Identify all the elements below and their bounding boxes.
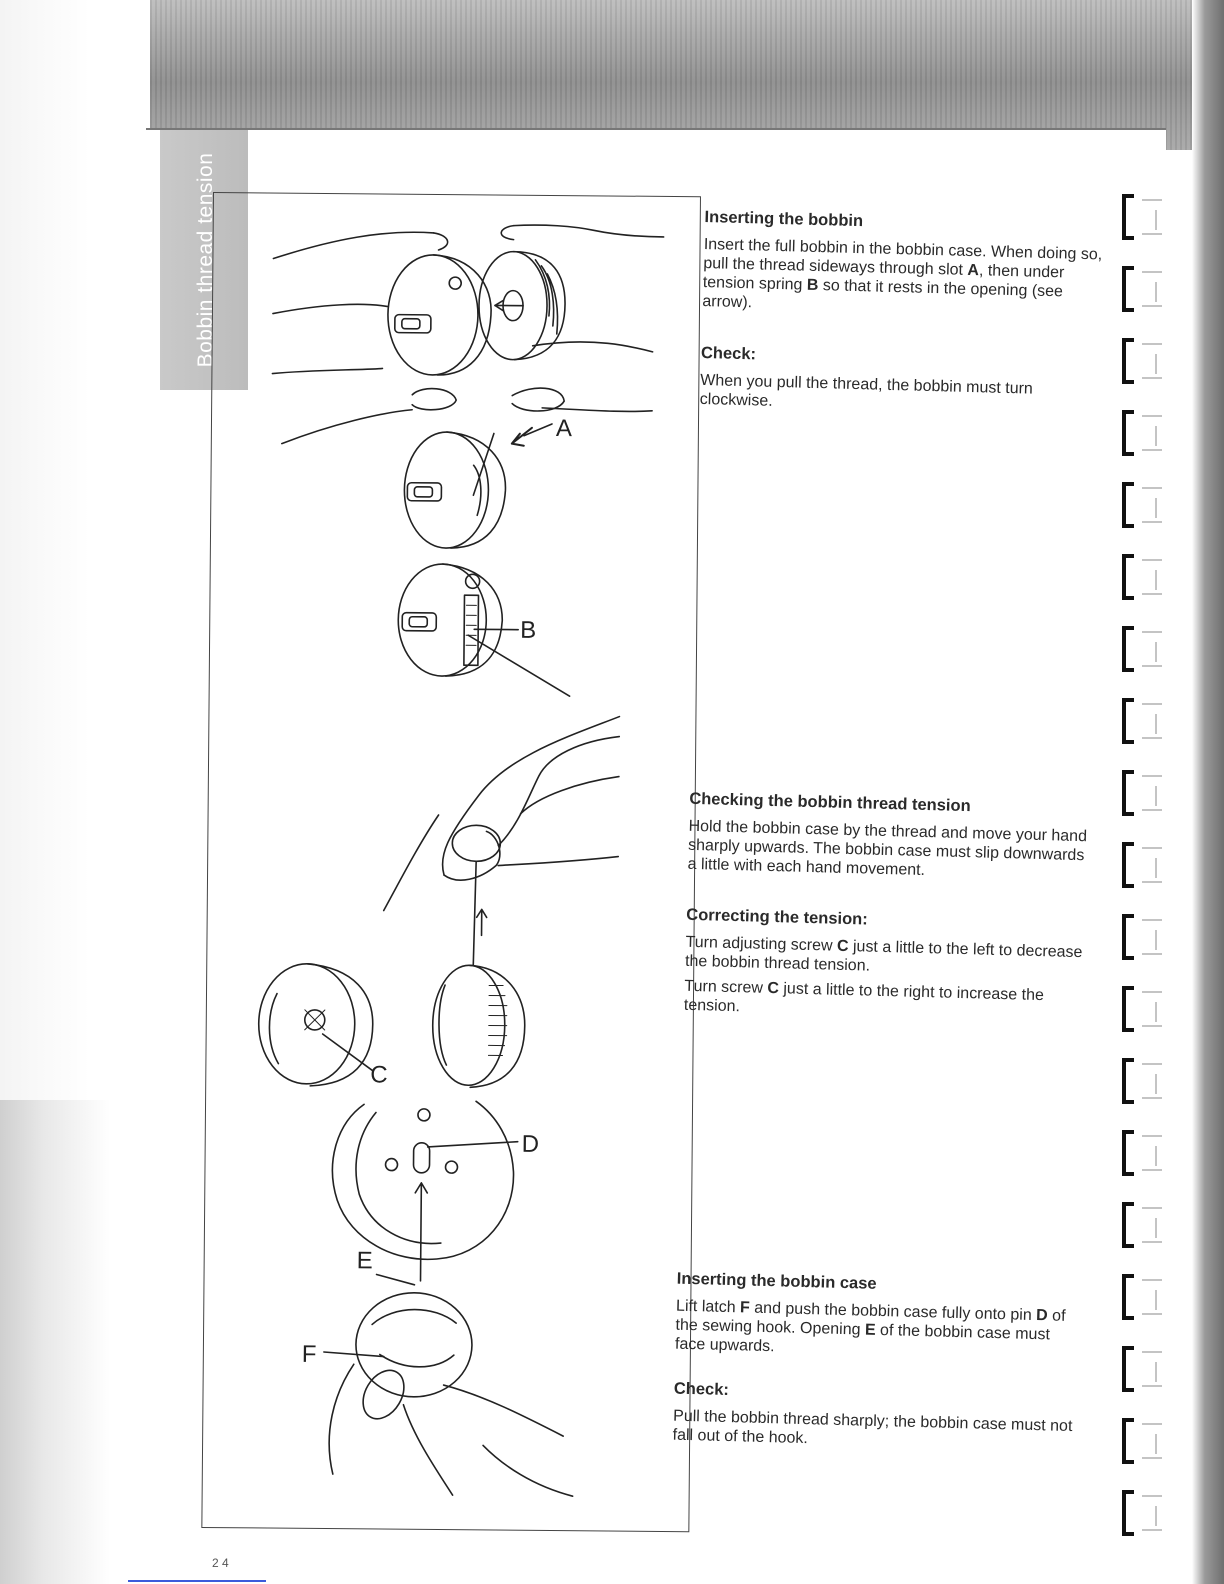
spiral-ring bbox=[1112, 622, 1182, 676]
spiral-ring bbox=[1112, 406, 1182, 460]
section-check-1 bbox=[699, 344, 1101, 425]
figure-thread-test bbox=[383, 715, 619, 967]
figure-insert-bobbin bbox=[272, 223, 664, 447]
heading-check-1: Check: bbox=[700, 343, 757, 364]
bobbin-illustrations bbox=[202, 193, 702, 1533]
section-tab-label: Bobbin thread tension bbox=[194, 152, 217, 368]
illustration-panel bbox=[201, 192, 701, 1532]
spiral-ring bbox=[1112, 910, 1182, 964]
spiral-ring bbox=[1112, 550, 1182, 604]
section-inserting-bobbin bbox=[702, 208, 1105, 327]
heading-inserting-bobbin: Inserting the bobbin bbox=[704, 207, 864, 231]
figure-screw-c bbox=[258, 963, 525, 1089]
spiral-ring bbox=[1112, 982, 1182, 1036]
spiral-ring bbox=[1112, 478, 1182, 532]
page-number: 2 4 bbox=[212, 1556, 229, 1570]
section-check-2 bbox=[672, 1380, 1074, 1461]
spiral-ring bbox=[1112, 1054, 1182, 1108]
spiral-ring bbox=[1112, 1126, 1182, 1180]
callout-e: E bbox=[356, 1247, 373, 1275]
scan-shadow-left bbox=[0, 1100, 110, 1584]
spiral-ring bbox=[1112, 766, 1182, 820]
heading-correcting-tension: Correcting the tension: bbox=[686, 905, 868, 929]
figure-insert-case bbox=[301, 1247, 575, 1496]
footer-link-line bbox=[128, 1580, 266, 1582]
callout-d: D bbox=[521, 1130, 540, 1158]
spiral-ring bbox=[1112, 1486, 1182, 1540]
callout-a: A bbox=[555, 415, 573, 443]
para-inserting-bobbin: Insert the full bobbin in the bobbin case. When doing so, pull the thread sideways through slot A, then under tension spring B so that it rests in the opening (see arrow). bbox=[702, 235, 1103, 312]
spiral-ring bbox=[1112, 1414, 1182, 1468]
figure-slot-a bbox=[404, 414, 572, 549]
spiral-ring bbox=[1112, 838, 1182, 892]
para-increase-tension: Turn screw C just a little to the right to increase the tension. bbox=[683, 977, 1045, 1016]
para-inserting-case: Lift latch F and push the bobbin case fully onto pin D of the sewing hook. Opening E of the bobbin case must face upwards. bbox=[674, 1297, 1066, 1356]
heading-checking-tension: Checking the bobbin thread tension bbox=[689, 789, 971, 816]
para-checking-tension: Hold the bobbin case by the thread and move your hand sharply upwards. The bobbin case must slip downwards a little with each hand movement. bbox=[687, 817, 1088, 879]
section-inserting-case bbox=[675, 1270, 1077, 1370]
section-correcting-tension bbox=[684, 906, 1087, 1031]
para-check-2: Pull the bobbin thread sharply; the bobbin case must not fall out of the hook. bbox=[672, 1407, 1073, 1448]
heading-check-2: Check: bbox=[673, 1379, 730, 1400]
callout-c: C bbox=[370, 1061, 388, 1089]
heading-inserting-case: Inserting the bobbin case bbox=[676, 1269, 877, 1293]
figure-spring-b bbox=[398, 564, 571, 696]
spiral-ring bbox=[1112, 190, 1182, 244]
section-checking-tension bbox=[687, 790, 1089, 890]
spiral-ring bbox=[1112, 1198, 1182, 1252]
spiral-ring bbox=[1112, 1342, 1182, 1396]
page-edge bbox=[146, 128, 1166, 130]
callout-b: B bbox=[520, 616, 537, 644]
spiral-ring bbox=[1112, 694, 1182, 748]
spiral-ring bbox=[1112, 1270, 1182, 1324]
callout-f: F bbox=[301, 1340, 317, 1368]
spiral-ring bbox=[1112, 262, 1182, 316]
para-check-1: When you pull the thread, the bobbin must turn clockwise. bbox=[699, 371, 1034, 410]
para-decrease-tension: Turn adjusting screw C just a little to the left to decrease the bobbin thread tension. bbox=[684, 933, 1083, 975]
spiral-ring bbox=[1112, 334, 1182, 388]
scan-shadow-right bbox=[1192, 0, 1224, 1584]
